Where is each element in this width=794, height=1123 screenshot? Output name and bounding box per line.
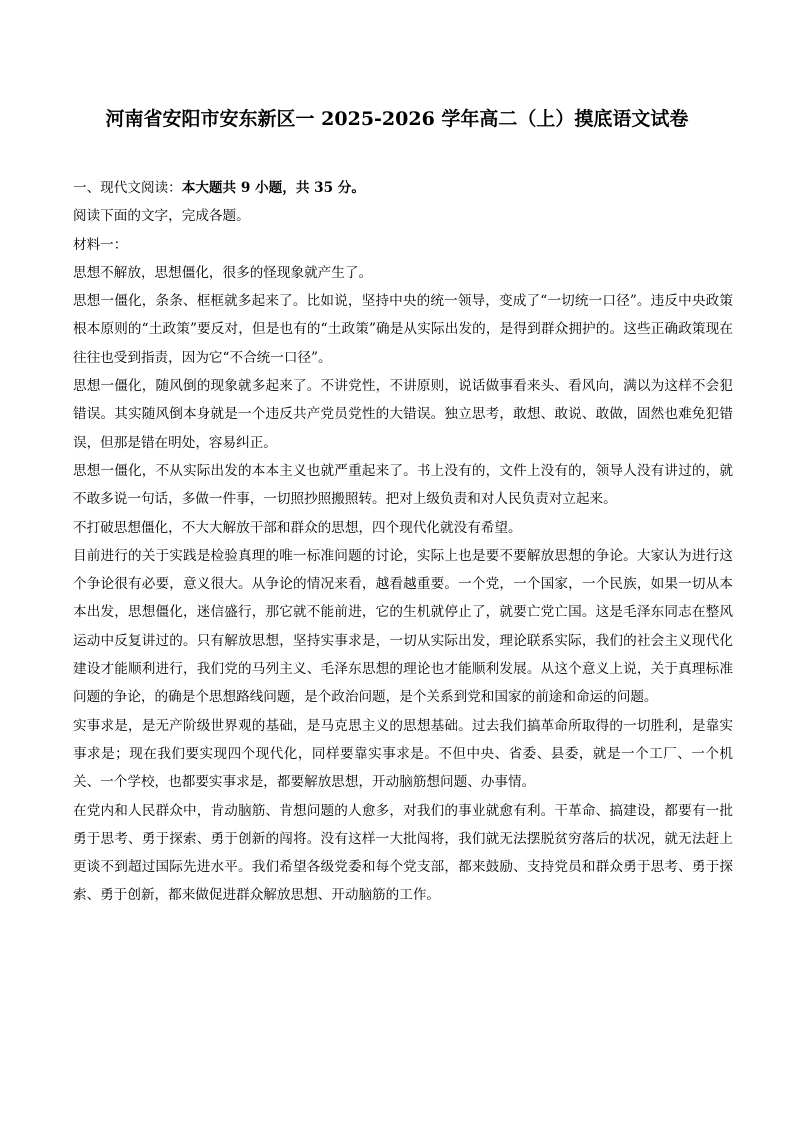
- section-prefix: 一、现代文阅读：: [73, 180, 182, 196]
- page-title: 河南省安阳市安东新区一 2025-2026 学年高二（上）摸底语文试卷: [105, 108, 689, 130]
- body-paragraph: 思想一僵化，随风倒的现象就多起来了。不讲党性，不讲原则，说话做事看来头、看风向，满以为这样不会犯错误。其实随风倒本身就是一个违反共产党员党性的大错误。独立思考，敢想、敢说、敢做，固然也难免犯错误，但那是错在明处，容易纠正。: [73, 378, 733, 451]
- section-detail: 本大题共 9 小题，共 35 分。: [181, 180, 365, 196]
- body-paragraph: 思想一僵化，不从实际出发的本本主义也就严重起来了。书上没有的，文件上没有的，领导人没有讲过的，就不敢多说一句话，多做一件事，一切照抄照搬照转。把对上级负责和对人民负责对立起来。: [73, 462, 733, 508]
- body-paragraph: 思想一僵化，条条、框框就多起来了。比如说，坚持中央的统一领导，变成了“一切统一口径”。违反中央政策根本原则的“土政策”要反对，但是也有的“土政策”确是从实际出发的，是得到群众拥护的。这些正确政策现在往往也受到指责，因为它“不合统一口径”。: [73, 293, 733, 366]
- material-label: 材料一：: [73, 236, 128, 253]
- document-body: [73, 174, 733, 910]
- body-paragraph: 不打破思想僵化，不大大解放干部和群众的思想，四个现代化就没有希望。: [73, 519, 522, 536]
- body-paragraph: 目前进行的关于实践是检验真理的唯一标准问题的讨论，实际上也是要不要解放思想的争论。大家认为进行这个争论很有必要，意义很大。从争论的情况来看，越看越重要。一个党，一个国家，一个民族，如果一切从本本出发，思想僵化，迷信盛行，那它就不能前进，它的生机就停止了，就要亡党亡国。这是毛泽东同志在整风运动中反复讲过的。只有解放思想，坚持实事求是，一切从实际出发，理论联系实际，我们的社会主义现代化建设才能顺利进行，我们党的马列主义、毛泽东思想的理论也才能顺利发展。从这个意义上说，关于真理标准问题的争论，的确是个思想路线问题，是个政治问题，是个关系到党和国家的前途和命运的问题。: [73, 547, 733, 706]
- body-paragraph: 思想不解放，思想僵化，很多的怪现象就产生了。: [73, 264, 373, 281]
- body-paragraph: 实事求是，是无产阶级世界观的基础，是马克思主义的思想基础。过去我们搞革命所取得的一切胜利，是靠实事求是；现在我们要实现四个现代化，同样要靠实事求是。不但中央、省委、县委，就是一个工厂、一个机关、一个学校，也都要实事求是，都要解放思想，开动脑筋想问题、办事情。: [73, 717, 733, 791]
- section-heading: [73, 174, 733, 202]
- instruction-paragraph: 阅读下面的文字，完成各题。: [73, 208, 250, 225]
- body-paragraph: 在党内和人民群众中，肯动脑筋、肯想问题的人愈多，对我们的事业就愈有利。干革命、搞建设，都要有一批勇于思考、勇于探索、勇于创新的闯将。没有这样一大批闯将，我们就无法摆脱贫穷落后的状况，就无法赶上更谈不到超过国际先进水平。我们希望各级党委和每个党支部，都来鼓励、支持党员和群众勇于思考、勇于探索、勇于创新，都来做促进群众解放思想、开动脑筋的工作。: [73, 802, 733, 904]
